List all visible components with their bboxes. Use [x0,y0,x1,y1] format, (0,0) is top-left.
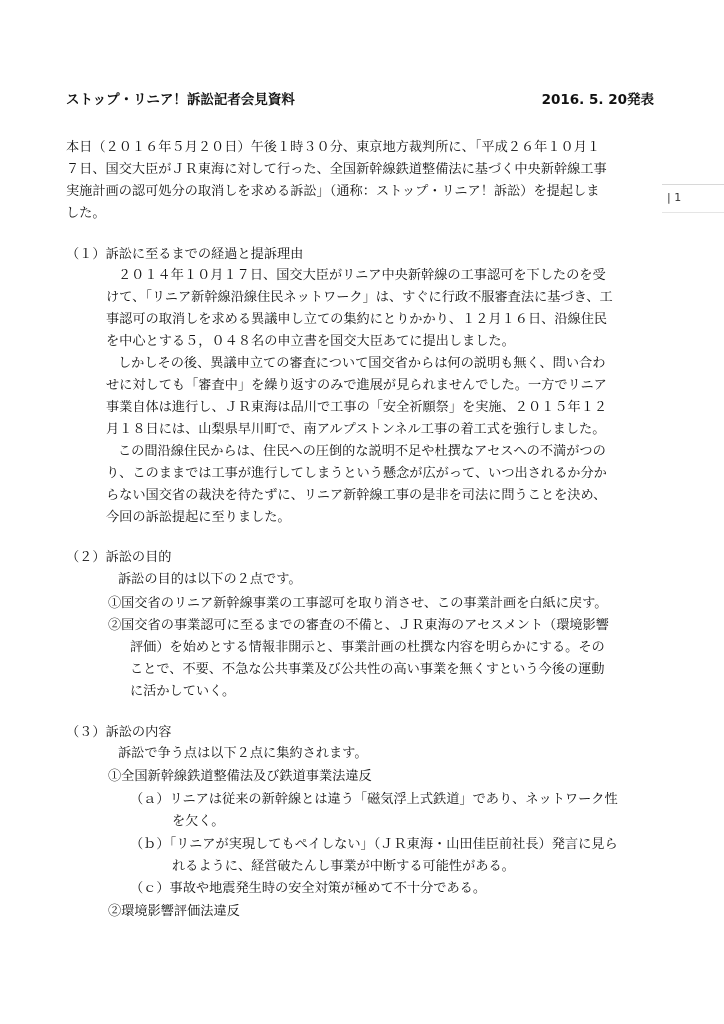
section1-line: を中心とする５，０４８名の申立書を国交大臣あてに提出しました。 [106,334,515,349]
section3-line: 訴訟で争う点は以下２点に集約されます。 [118,746,368,761]
section3-point-1: ①全国新幹線鉄道整備法及び鉄道事業法違反 [108,769,372,784]
intro-line: 実施計画の認可処分の取消しを求める訴訟」（通称：ストップ・リニア！訴訟）を提起しま [66,184,600,199]
margin-divider-lower [662,212,724,213]
section1-line: らない国交省の裁決を待たずに、リニア新幹線工事の是非を司法に問うことを決め、 [106,488,607,503]
section2-line: に活かしていく。 [130,684,236,699]
document-title: ストップ・リニア！訴訟記者会見資料 [66,92,295,108]
margin-divider [662,184,724,185]
section1-line: けて、「リニア新幹線沿線住民ネットワーク」は、すぐに行政不服審査法に基づき、工 [106,290,613,305]
section1-heading: （１）訴訟に至るまでの経過と提訴理由 [66,247,304,262]
section3-item-c: （ｃ）事故や地震発生時の安全対策が極めて不十分である。 [130,881,487,896]
section2-line: 訴訟の目的は以下の２点です。 [118,572,302,587]
section1-line: り、このままでは工事が進行してしまうという懸念が広がって、いつ出されるか分か [106,466,607,481]
section3-line: れるように、経営破たんし事業が中断する可能性がある。 [172,859,515,874]
section2-heading: （２）訴訟の目的 [66,550,172,565]
section1-line: 事認可の取消しを求める異議申し立ての集約にとりかかり、１２月１６日、沿線住民 [106,312,608,327]
section2-line: 評価）を始めとする情報非開示と、事業計画の杜撰な内容を明らかにする。その [130,640,605,655]
section1-line: 今回の訴訟提起に至りました。 [106,510,291,525]
section1-line: しかしその後、異議申立ての審査について国交省からは何の説明も無く、問い合わ [118,356,606,371]
section3-point-2: ②環境影響評価法違反 [108,904,240,919]
margin-page-marker: | 1 [667,191,682,204]
intro-line: 本日（２０１６年５月２０日）午後１時３０分、東京地方裁判所に、「平成２６年１０月１ [66,140,601,155]
section2-goal-1: ①国交省のリニア新幹線事業の工事認可を取り消させ、この事業計画を白紙に戻す。 [108,596,608,611]
intro-line: した。 [66,206,106,221]
section3-item-b: （ｂ）「リニアが実現してもペイしない」（ＪＲ東海・山田佳臣前社長）発言に見ら [130,837,618,852]
section3-line: を欠く。 [172,814,225,829]
section1-line: この間沿線住民からは、住民への圧倒的な説明不足や杜撰なアセスへの不満がつの [118,444,606,459]
section1-line: 月１８日には、山梨県早川町で、南アルプストンネル工事の着工式を強行しました。 [106,422,606,437]
document-header [66,88,654,112]
section1-line: 事業自体は進行し、ＪＲ東海は品川で工事の「安全祈願祭」を実施、２０１５年１２ [106,400,608,415]
section1-line: ２０１４年１０月１７日、国交大臣がリニア中央新幹線の工事認可を下したのを受 [118,268,606,283]
intro-line: ７日、国交大臣がＪＲ東海に対して行った、全国新幹線鉄道整備法に基づく中央新幹線工事 [66,162,607,177]
section2-goal-2: ②国交省の事業認可に至るまでの審査の不備と、ＪＲ東海のアセスメント（環境影響 [108,618,609,633]
section3-heading: （３）訴訟の内容 [66,725,172,740]
section2-line: ことで、不要、不急な公共事業及び公共性の高い事業を無くすという今後の運動 [130,662,605,677]
section1-line: せに対しても「審査中」を繰り返すのみで進展が見られませんでした。一方でリニア [106,378,607,393]
section3-item-a: （ａ）リニアは従来の新幹線とは違う「磁気浮上式鉄道」であり、ネットワーク性 [130,792,618,807]
release-date: 2016. 5. 20発表 [541,92,654,108]
